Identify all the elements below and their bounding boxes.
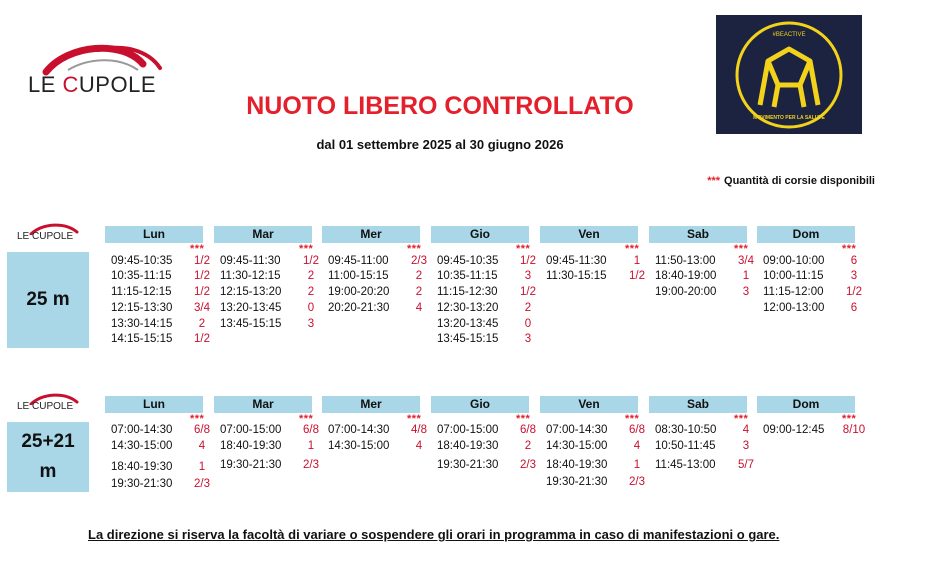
time-slot: 11:15-12:00 xyxy=(763,286,824,298)
lanes-stars-marker: *** xyxy=(516,243,531,255)
lanes-available: 3 xyxy=(307,318,315,330)
time-slot: 11:30-12:15 xyxy=(220,270,281,282)
pool-label-25m: 25 m xyxy=(7,252,89,348)
logo-wordmark: LE CUPOLE xyxy=(28,72,157,97)
time-slot: 13:20-13:45 xyxy=(220,302,282,314)
lanes-available: 3 xyxy=(524,270,532,282)
badge-top-text: #BEACTIVE xyxy=(772,32,806,38)
lanes-available: 6/8 xyxy=(629,424,645,436)
time-slot: 09:45-11:30 xyxy=(220,255,281,267)
lanes-available: 0 xyxy=(307,302,315,314)
lanes-available: 8/10 xyxy=(842,424,866,436)
lanes-available: 1 xyxy=(742,270,750,282)
day-header: Dom xyxy=(757,396,855,413)
time-slot: 08:30-10:50 xyxy=(655,424,717,436)
time-slot: 19:30-21:30 xyxy=(220,459,282,471)
lanes-available: 3 xyxy=(742,286,750,298)
time-slot: 11:15-12:30 xyxy=(437,286,498,298)
time-slot: 10:35-11:15 xyxy=(437,270,498,282)
lanes-available: 1/2 xyxy=(194,333,210,345)
beactive-badge xyxy=(716,15,862,134)
day-column-mar-1 xyxy=(214,226,324,356)
lanes-available: 6/8 xyxy=(303,424,319,436)
legend-text: Quantità di corsie disponibili xyxy=(724,175,875,187)
lanes-available: 5/7 xyxy=(738,459,754,471)
day-column-mer-1 xyxy=(322,226,432,356)
lanes-stars-marker: *** xyxy=(625,243,640,255)
time-slot: 09:45-11:00 xyxy=(328,255,389,267)
time-slot: 07:00-14:30 xyxy=(328,424,390,436)
lanes-available: 4/8 xyxy=(411,424,427,436)
lanes-available: 1 xyxy=(198,461,206,473)
lanes-available: 6 xyxy=(850,255,858,267)
lanes-available: 0 xyxy=(524,318,532,330)
time-slot: 18:40-19:30 xyxy=(437,440,499,452)
lanes-available: 3 xyxy=(850,270,858,282)
time-slot: 10:00-11:15 xyxy=(763,270,824,282)
lanes-available: 1/2 xyxy=(194,270,210,282)
day-column-mar-2 xyxy=(214,396,324,526)
day-header: Ven xyxy=(540,226,638,243)
le-cupole-logo xyxy=(28,40,178,100)
lanes-available: 3 xyxy=(524,333,532,345)
time-slot: 18:40-19:30 xyxy=(111,461,173,473)
lanes-available: 1/2 xyxy=(520,286,536,298)
time-slot: 09:45-10:35 xyxy=(111,255,173,267)
time-slot: 20:20-21:30 xyxy=(328,302,390,314)
time-slot: 07:00-15:00 xyxy=(220,424,282,436)
lanes-available: 6/8 xyxy=(520,424,536,436)
day-header: Lun xyxy=(105,396,203,413)
day-header: Sab xyxy=(649,226,747,243)
lanes-available: 4 xyxy=(198,440,206,452)
time-slot: 09:45-11:30 xyxy=(546,255,607,267)
time-slot: 13:20-13:45 xyxy=(437,318,499,330)
time-slot: 18:40-19:30 xyxy=(546,459,608,471)
day-column-gio-1 xyxy=(431,226,541,356)
time-slot: 13:45-15:15 xyxy=(220,318,282,330)
lanes-available: 1/2 xyxy=(303,255,319,267)
lanes-available: 3 xyxy=(742,440,750,452)
lanes-available: 2/3 xyxy=(303,459,319,471)
lanes-stars-marker: *** xyxy=(190,413,205,425)
lanes-available: 2/3 xyxy=(411,255,427,267)
lanes-available: 2 xyxy=(307,270,315,282)
pool-label-25-21m: 25+21 m xyxy=(7,422,89,492)
time-slot: 11:00-15:15 xyxy=(328,270,389,282)
time-slot: 11:50-13:00 xyxy=(655,255,716,267)
lanes-available: 6/8 xyxy=(194,424,210,436)
lanes-available: 2 xyxy=(524,302,532,314)
time-slot: 12:30-13:20 xyxy=(437,302,499,314)
lanes-available: 1/2 xyxy=(846,286,862,298)
time-slot: 12:15-13:20 xyxy=(220,286,282,298)
lanes-available: 1 xyxy=(633,459,641,471)
date-range: dal 01 settembre 2025 al 30 giugno 2026 xyxy=(316,137,564,152)
day-header: Gio xyxy=(431,226,529,243)
day-header: Gio xyxy=(431,396,529,413)
lanes-available: 1 xyxy=(307,440,315,452)
time-slot: 14:30-15:00 xyxy=(328,440,390,452)
lanes-available: 1/2 xyxy=(194,255,210,267)
time-slot: 07:00-15:00 xyxy=(437,424,499,436)
day-column-ven-1 xyxy=(540,226,650,356)
lanes-stars-marker: *** xyxy=(734,413,749,425)
lanes-available: 2/3 xyxy=(194,478,210,490)
lanes-stars-marker: *** xyxy=(190,243,205,255)
time-slot: 07:00-14:30 xyxy=(111,424,173,436)
page-title: NUOTO LIBERO CONTROLLATO xyxy=(246,92,634,120)
day-column-lun-2 xyxy=(105,396,215,526)
time-slot: 07:00-14:30 xyxy=(546,424,608,436)
lanes-available: 1/2 xyxy=(194,286,210,298)
time-slot: 11:15-12:15 xyxy=(111,286,172,298)
time-slot: 13:30-14:15 xyxy=(111,318,173,330)
time-slot: 19:30-21:30 xyxy=(111,478,173,490)
lanes-available: 6 xyxy=(850,302,858,314)
lanes-available: 1/2 xyxy=(629,270,645,282)
dome-arc-icon xyxy=(28,40,178,76)
time-slot: 09:00-10:00 xyxy=(763,255,825,267)
time-slot: 14:30-15:00 xyxy=(546,440,608,452)
lanes-stars-marker: *** xyxy=(842,243,857,255)
time-slot: 14:15-15:15 xyxy=(111,333,173,345)
time-slot: 19:00-20:20 xyxy=(328,286,390,298)
lanes-stars-marker: *** xyxy=(407,413,422,425)
time-slot: 13:45-15:15 xyxy=(437,333,499,345)
time-slot: 10:50-11:45 xyxy=(655,440,716,452)
time-slot: 11:45-13:00 xyxy=(655,459,716,471)
legend xyxy=(600,175,875,187)
lanes-available: 4 xyxy=(633,440,641,452)
lanes-available: 2 xyxy=(415,270,423,282)
day-header: Mar xyxy=(214,396,312,413)
lanes-stars-marker: *** xyxy=(516,413,531,425)
lanes-stars-marker: *** xyxy=(407,243,422,255)
day-column-mer-2 xyxy=(322,396,432,526)
day-column-sab-1 xyxy=(649,226,759,356)
lanes-available: 1/2 xyxy=(520,255,536,267)
lanes-available: 2/3 xyxy=(520,459,536,471)
footer-note: La direzione si riserva la facoltà di variare o sospendere gli orari in programma in caso di manifestazioni o gare. xyxy=(88,527,780,542)
small-logo-25-21m: LE CUPOLE xyxy=(17,391,89,413)
lanes-stars-marker: *** xyxy=(299,413,314,425)
lanes-available: 3/4 xyxy=(738,255,754,267)
time-slot: 11:30-15:15 xyxy=(546,270,607,282)
day-column-sab-2 xyxy=(649,396,759,526)
time-slot: 18:40-19:00 xyxy=(655,270,717,282)
lanes-stars-marker: *** xyxy=(625,413,640,425)
lanes-available: 2 xyxy=(415,286,423,298)
lanes-available: 2/3 xyxy=(629,476,645,488)
lanes-available: 4 xyxy=(415,440,423,452)
time-slot: 09:00-12:45 xyxy=(763,424,825,436)
legend-stars: *** xyxy=(707,175,721,187)
lanes-stars-marker: *** xyxy=(299,243,314,255)
day-column-ven-2 xyxy=(540,396,650,526)
time-slot: 12:15-13:30 xyxy=(111,302,173,314)
lanes-stars-marker: *** xyxy=(734,243,749,255)
day-header: Ven xyxy=(540,396,638,413)
time-slot: 19:30-21:30 xyxy=(437,459,499,471)
lanes-available: 3/4 xyxy=(194,302,210,314)
time-slot: 09:45-10:35 xyxy=(437,255,499,267)
day-header: Mer xyxy=(322,396,420,413)
lanes-available: 1 xyxy=(633,255,641,267)
time-slot: 12:00-13:00 xyxy=(763,302,825,314)
day-column-gio-2 xyxy=(431,396,541,526)
day-column-dom-2 xyxy=(757,396,867,526)
lanes-stars-marker: *** xyxy=(842,413,857,425)
day-header: Mar xyxy=(214,226,312,243)
day-header: Sab xyxy=(649,396,747,413)
time-slot: 18:40-19:30 xyxy=(220,440,282,452)
day-column-lun-1 xyxy=(105,226,215,356)
day-header: Dom xyxy=(757,226,855,243)
day-header: Mer xyxy=(322,226,420,243)
day-column-dom-1 xyxy=(757,226,867,356)
time-slot: 14:30-15:00 xyxy=(111,440,173,452)
lanes-available: 4 xyxy=(415,302,423,314)
lanes-available: 2 xyxy=(198,318,206,330)
lanes-available: 4 xyxy=(742,424,750,436)
time-slot: 19:00-20:00 xyxy=(655,286,717,298)
day-header: Lun xyxy=(105,226,203,243)
time-slot: 10:35-11:15 xyxy=(111,270,172,282)
lanes-available: 2 xyxy=(524,440,532,452)
lanes-available: 2 xyxy=(307,286,315,298)
badge-bottom-text: MOVIMENTO PER LA SALUTE xyxy=(753,115,825,121)
small-logo-25m: LE CUPOLE xyxy=(17,221,89,243)
time-slot: 19:30-21:30 xyxy=(546,476,608,488)
